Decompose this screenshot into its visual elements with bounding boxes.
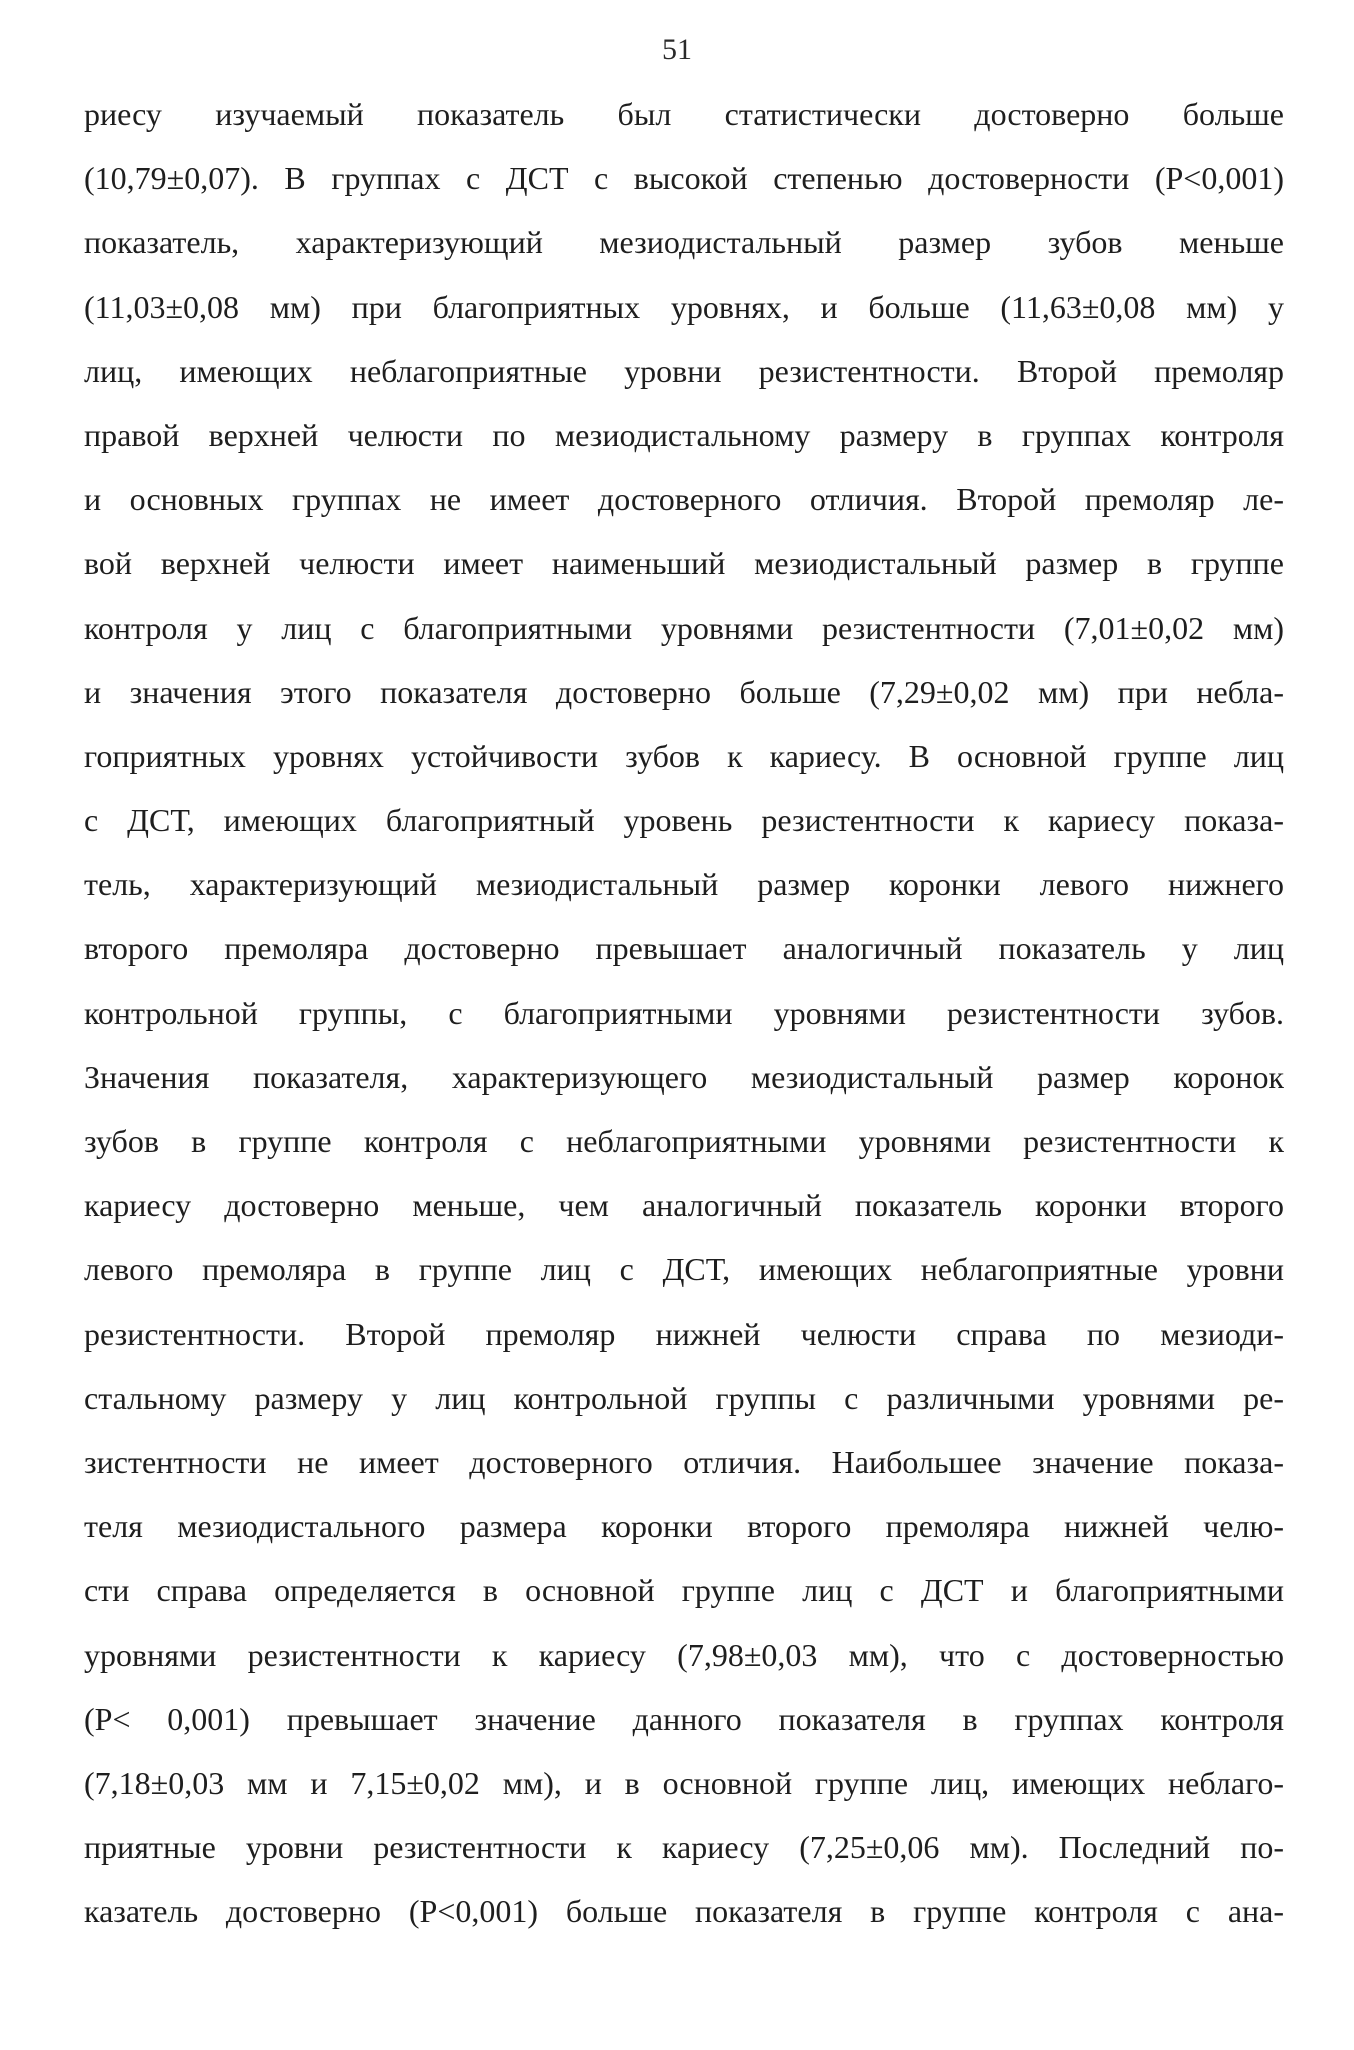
text-line: сти справа определяется в основной группе лиц с ДСТ и благоприятными [84, 1572, 1284, 1609]
text-line: резистентности. Второй премоляр нижней челюсти справа по мезиоди- [84, 1315, 1284, 1352]
text-line: стальному размеру у лиц контрольной группы с различными уровнями ре- [84, 1379, 1284, 1416]
text-line: зубов в группе контроля с неблагоприятными уровнями резистентности к [84, 1123, 1284, 1159]
text-line: (Р< 0,001) превышает значение данного показателя в группах контроля [84, 1700, 1284, 1737]
text-line: зистентности не имеет достоверного отличия. Наибольшее значение показа- [84, 1443, 1284, 1480]
text-line: и основных группах не имеет достоверного отличия. Второй премоляр ле- [84, 481, 1284, 518]
text-line: теля мезиодистального размера коронки второго премоляра нижней челю- [84, 1508, 1284, 1545]
text-line: казатель достоверно (Р<0,001) больше показателя в группе контроля с ана- [84, 1893, 1284, 1930]
text-line: (11,03±0,08 мм) при благоприятных уровнях, и больше (11,63±0,08 мм) у [84, 288, 1284, 325]
text-line: уровнями резистентности к кариесу (7,98±0,03 мм), что с достоверностью [84, 1636, 1284, 1673]
text-line: кариесу достоверно меньше, чем аналогичный показатель коронки второго [84, 1187, 1284, 1224]
text-line: левого премоляра в группе лиц с ДСТ, имеющих неблагоприятные уровни [84, 1251, 1284, 1288]
text-line: с ДСТ, имеющих благоприятный уровень резистентности к кариесу показа- [84, 802, 1284, 839]
text-line: (7,18±0,03 мм и 7,15±0,02 мм), и в основной группе лиц, имеющих неблаго- [84, 1764, 1284, 1801]
text-line: контроля у лиц с благоприятными уровнями резистентности (7,01±0,02 мм) [84, 609, 1284, 646]
body-paragraph [84, 82, 1284, 1943]
text-line: риесу изучаемый показатель был статистически достоверно больше [84, 96, 1284, 132]
text-line: Значения показателя, характеризующего мезиодистальный размер коронок [84, 1058, 1284, 1095]
text-line: вой верхней челюсти имеет наименьший мезиодистальный размер в группе [84, 545, 1284, 582]
text-line: и значения этого показателя достоверно больше (7,29±0,02 мм) при небла- [84, 673, 1284, 710]
text-line: контрольной группы, с благоприятными уровнями резистентности зубов. [84, 994, 1284, 1031]
text-line: лиц, имеющих неблагоприятные уровни резистентности. Второй премоляр [84, 352, 1284, 389]
text-line: второго премоляра достоверно превышает аналогичный показатель у лиц [84, 930, 1284, 967]
text-line: гоприятных уровнях устойчивости зубов к кариесу. В основной группе лиц [84, 737, 1284, 774]
text-line: правой верхней челюсти по мезиодистальному размеру в группах контроля [84, 416, 1284, 453]
text-line: показатель, характеризующий мезиодистальный размер зубов меньше [84, 224, 1284, 261]
text-line: приятные уровни резистентности к кариесу (7,25±0,06 мм). Последний по- [84, 1829, 1284, 1866]
text-line: тель, характеризующий мезиодистальный размер коронки левого нижнего [84, 866, 1284, 903]
page-number: 51 [662, 33, 692, 66]
text-line: (10,79±0,07). В группах с ДСТ с высокой степенью достоверности (Р<0,001) [84, 160, 1284, 197]
